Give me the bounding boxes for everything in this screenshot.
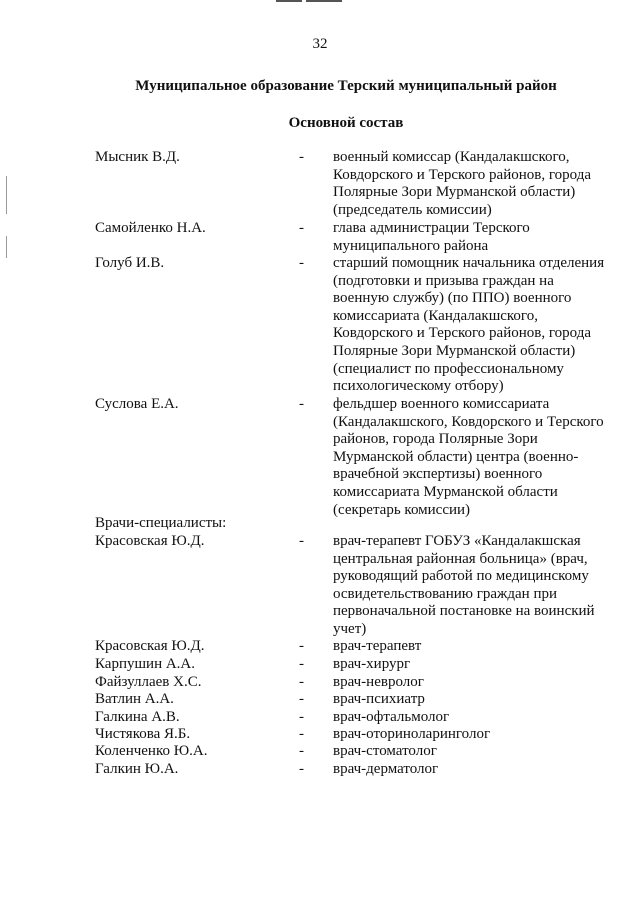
specialist-name: Чистякова Я.Б. [95,726,191,742]
member-role: старший помощник начальника отделения (подготовки и призыва граждан на военную службу) (по ППО) военного комиссариата (Кандалакшского, Ковдорского и Терского районов, города Полярные Зори Мурманской области) (специалист по профессиональному психологическому отбору) [333,255,605,395]
page-number: 32 [312,36,328,52]
specialist-role: врач-дерматолог [333,761,439,777]
member-name: Мысник В.Д. [95,149,180,165]
dash-separator: - [299,674,304,690]
margin-mark [6,176,7,214]
specialist-name: Карпушин А.А. [95,656,196,672]
specialist-name: Галкин Ю.А. [95,761,179,777]
dash-separator: - [299,691,304,707]
dash-separator: - [299,149,304,165]
specialist-role: врач-оториноларинголог [333,726,491,742]
specialist-role: врач-терапевт ГОБУЗ «Кандалакшская центральная районная больница» (врач, руководящий работой по медицинскому освидетельствованию граждан при первоначальной постановке на воинский учет) [333,533,595,637]
dash-separator: - [299,533,304,549]
dash-separator: - [299,656,304,672]
specialists-label: Врачи-специалисты: [95,515,227,531]
specialist-role: врач-хирург [333,656,411,672]
section-title: Основной состав [288,115,404,131]
specialist-name: Коленченко Ю.А. [95,743,208,759]
dash-separator: - [299,255,304,271]
dash-separator: - [299,709,304,725]
dash-separator: - [299,396,304,412]
dash-separator: - [299,743,304,759]
specialist-role: врач-невролог [333,674,424,690]
dash-separator: - [299,761,304,777]
member-role: фельдшер военного комиссариата (Кандалакшского, Ковдорского и Терского районов, города Полярные Зори Мурманской области) центра (военно- врачебной экспертизы) военного комиссариата Мурманской области (секретарь комиссии) [333,396,604,518]
specialist-name: Файзуллаев Х.С. [95,674,202,690]
specialist-role: врач-офтальмолог [333,709,450,725]
specialist-role: врач-психиатр [333,691,425,707]
margin-mark [6,236,7,258]
member-name: Самойленко Н.А. [95,220,206,236]
member-name: Суслова Е.А. [95,396,179,412]
specialist-role: врач-терапевт [333,638,422,654]
dash-separator: - [299,638,304,654]
specialist-role: врач-стоматолог [333,743,437,759]
document-title: Муниципальное образование Терский муниципальный район [135,78,557,94]
specialist-name: Красовская Ю.Д. [95,638,205,654]
header-rule [276,0,346,3]
dash-separator: - [299,726,304,742]
specialist-name: Ватлин А.А. [95,691,174,707]
member-name: Голуб И.В. [95,255,165,271]
dash-separator: - [299,220,304,236]
specialist-name: Красовская Ю.Д. [95,533,205,549]
specialist-name: Галкина А.В. [95,709,180,725]
member-role: глава администрации Терского муниципального района [333,220,530,254]
member-role: военный комиссар (Кандалакшского, Ковдорского и Терского районов, города Полярные Зори Мурманской области) (председатель комиссии) [333,149,591,218]
